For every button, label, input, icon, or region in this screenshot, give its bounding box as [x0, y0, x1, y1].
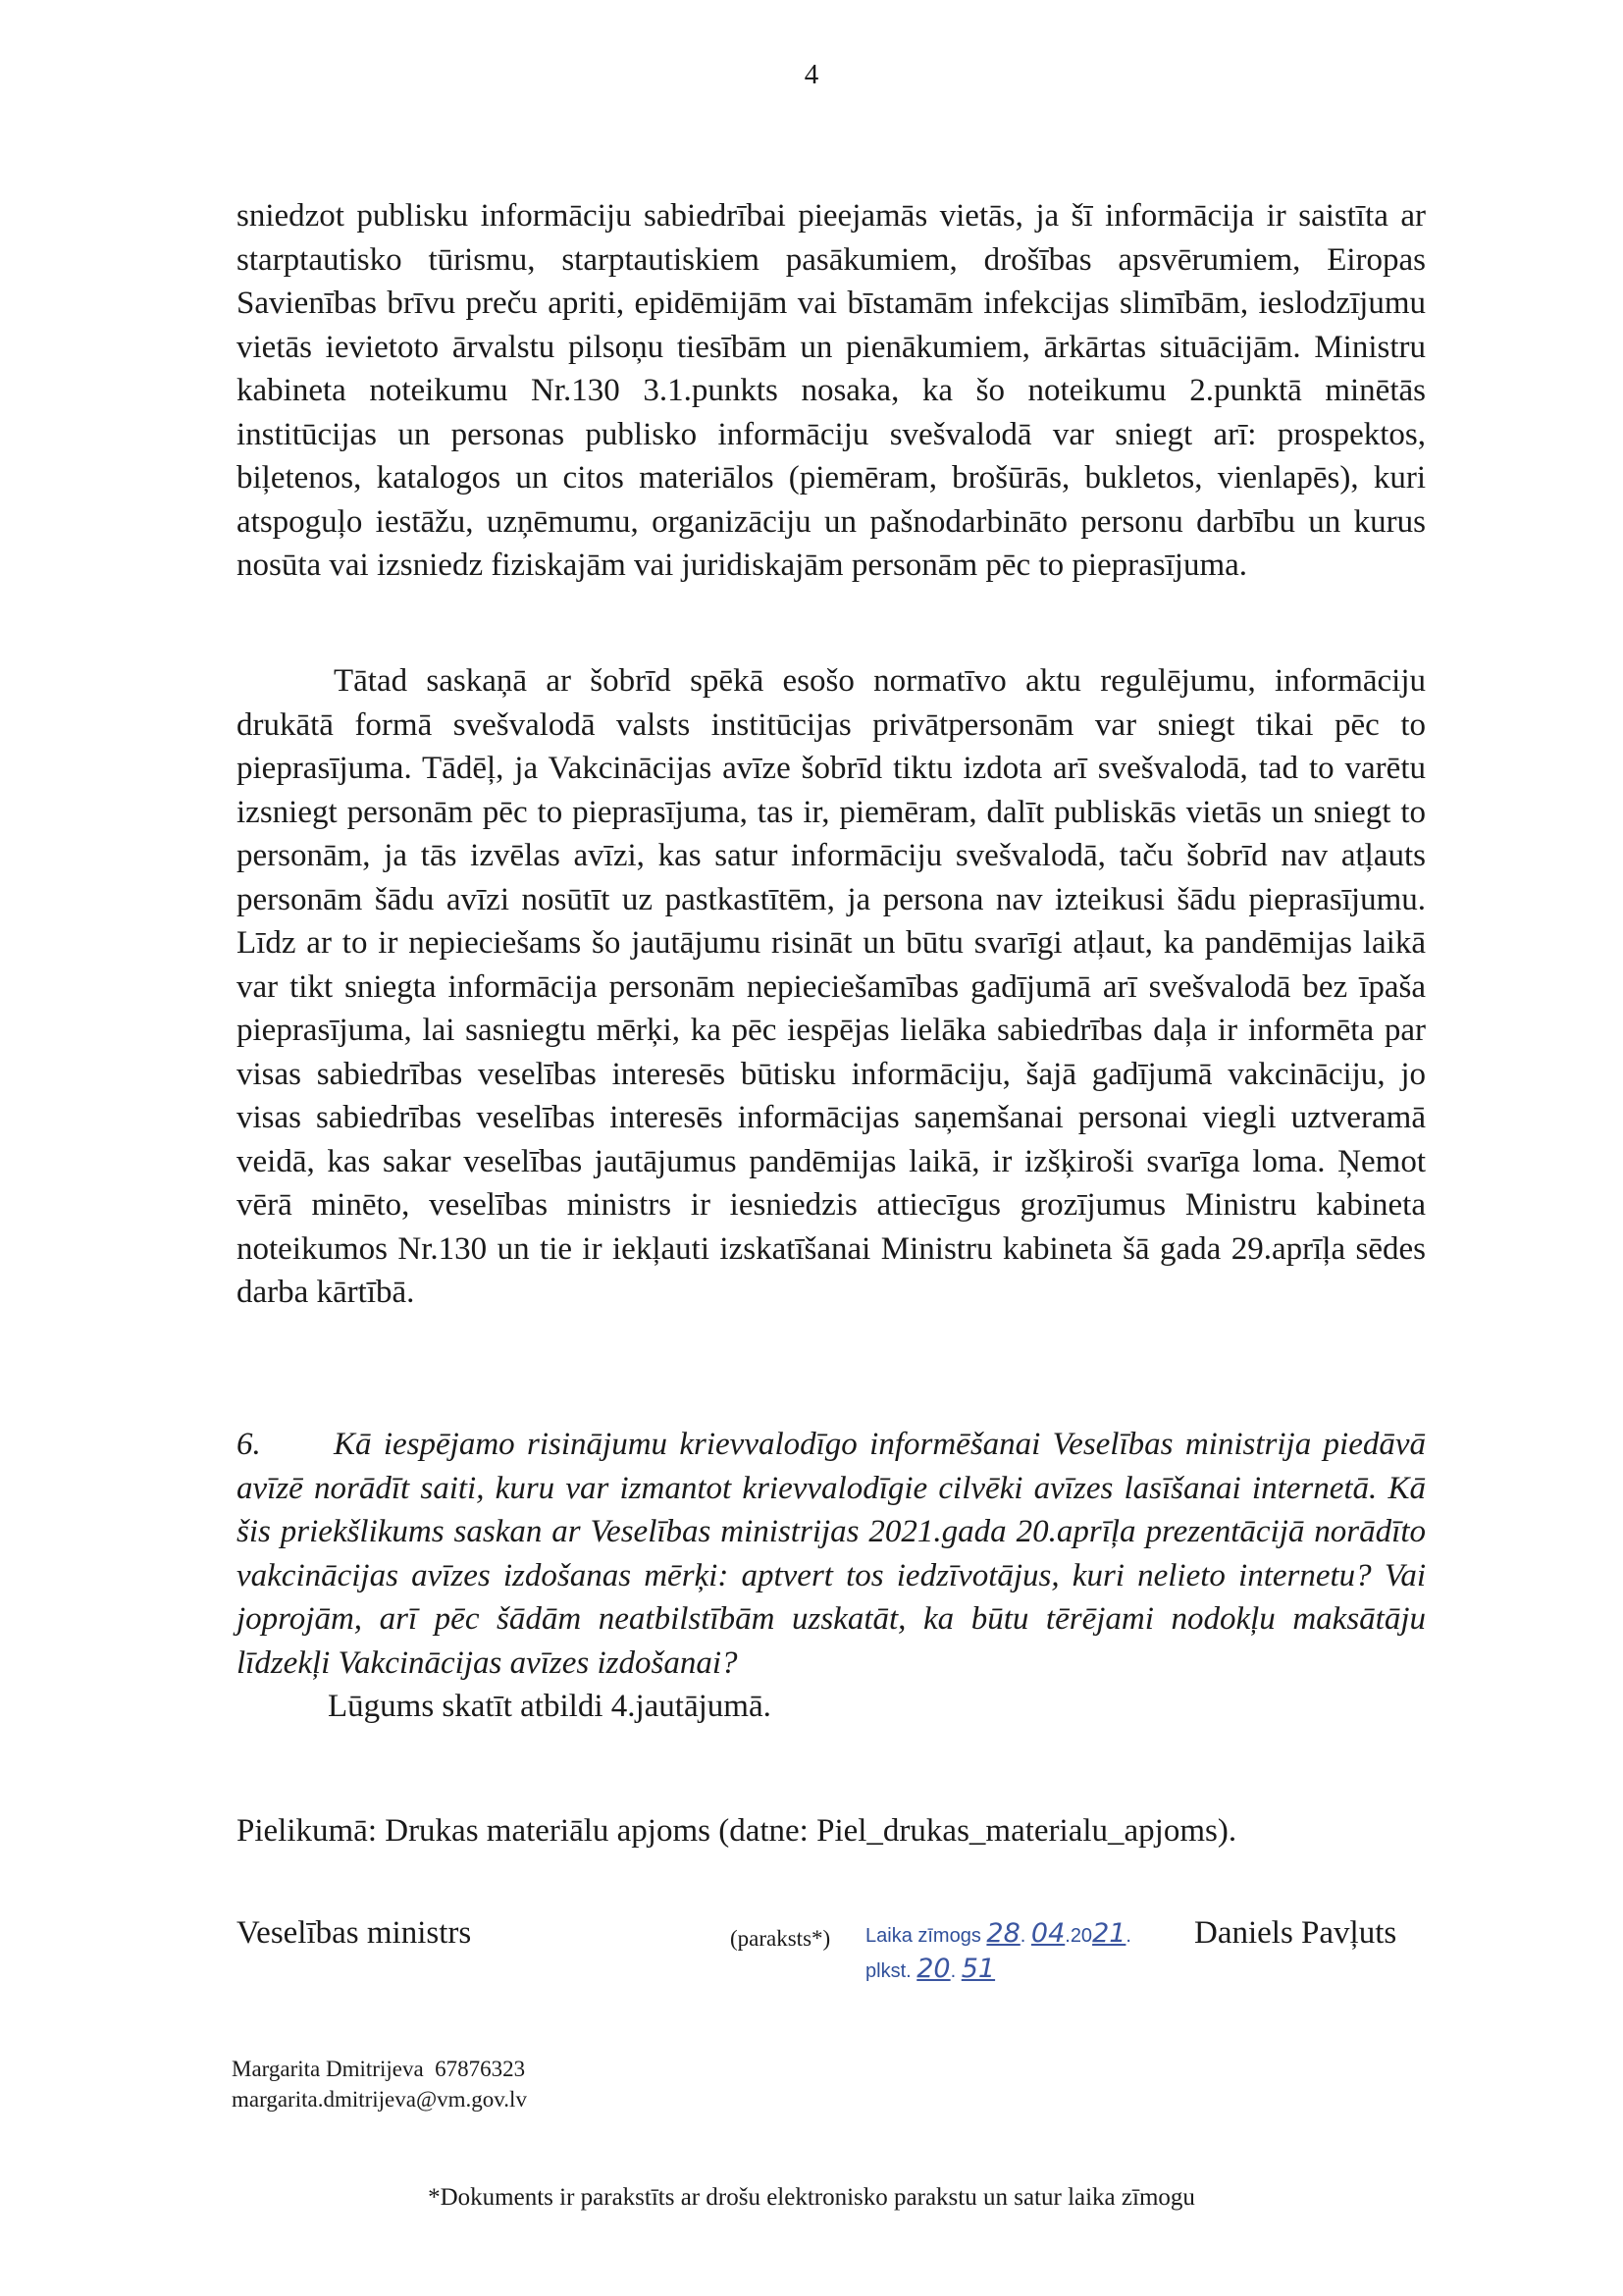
time-minute: 51 [961, 1954, 996, 1984]
contact-info [232, 2054, 527, 2114]
contact-email: margarita.dmitrijeva@vm.gov.lv [232, 2087, 527, 2112]
stamp-year-suffix: 21 [1092, 1918, 1126, 1949]
question-number: 6. [236, 1427, 261, 1462]
contact-name-phone: Margarita Dmitrijeva 67876323 [232, 2057, 526, 2081]
signatory-title: Veselības ministrs [236, 1915, 472, 1951]
question-6 [236, 1423, 1426, 1685]
question-6-block [236, 1423, 1426, 1729]
stamp-day: 28 [986, 1918, 1021, 1949]
time-hour: 20 [916, 1954, 951, 1984]
question-text: Kā iespējamo risinājumu krievvalodīgo informēšanai Veselības ministrija piedāvā avīzē norādīt saiti, kuru var izmantot krievvalodīgie cilvēki avīzes lasīšanai internetā. Kā šis priekšlikums saskan ar Veselības ministrijas 2021.gada 20.aprīļa prezentācijā norādīto vakcinācijas avīzes izdošanas mērķi: aptvert tos iedzīvotājus, kuri nelieto internetu? Vai joprojām, arī pēc šādām neatbilstībām uzskatāt, ka būtu tērējami nodokļu maksātāju līdzekļi Vakcinācijas avīzes izdošanai? [236, 1427, 1426, 1681]
attachment-note: Pielikumā: Drukas materiālu apjoms (datne: Piel_drukas_materialu_apjoms). [236, 1813, 1237, 1849]
paragraph-legal-basis: sniedzot publisku informāciju sabiedrībai pieejamās vietās, ja šī informācija ir saistīta ar starptautisko tūrismu, starptautiskiem pasākumiem, drošības apsvērumiem, Eiropas Savienības brīvu preču apriti, epidēmijām vai bīstamām infekcijas slimībām, ieslodzījumu vietās ievietoto ārvalstu pilsoņu tiesībām un pienākumiem, ārkārtas situācijām. Ministru kabineta noteikumu Nr.130 3.1.punkts nosaka, ka šo noteikumu 2.punktā minētās institūcijas un personas publisko informāciju svešvalodā var sniegt arī: prospektos, biļetenos, katalogos un citos materiālos (piemēram, brošūrās, bukletos, vienlapēs), kuri atspoguļo iestāžu, uzņēmumu, organizāciju un pašnodarbināto personu darbību un kurus nosūta vai izsniedz fiziskajām vai juridiskajām personām pēc to pieprasījuma. [236, 198, 1426, 583]
signature-footnote: *Dokuments ir parakstīts ar drošu elektronisko parakstu un satur laika zīmogu [428, 2184, 1195, 2211]
timestamp-stamp: Laika zīmogs 28. 04.2021. plkst. 20. 51 [865, 1918, 1131, 1984]
stamp-label: Laika zīmogs [865, 1925, 981, 1947]
signature-label: (paraksts*) [730, 1926, 831, 1951]
page-number: 4 [804, 59, 819, 90]
question-6-answer: Lūgums skatīt atbildi 4.jautājumā. [328, 1689, 771, 1724]
paragraph-conclusion: Tātad saskaņā ar šobrīd spēkā esošo normatīvo aktu regulējumu, informāciju drukātā formā svešvalodā valsts institūcijas privātpersonām var sniegt tikai pēc to pieprasījuma. Tādēļ, ja Vakcinācijas avīze šobrīd tiktu izdota arī svešvalodā, tad to varētu izsniegt personām pēc to pieprasījuma, tas ir, piemēram, dalīt publiskās vietās un sniegt to personām, ja tās izvēlas avīzi, kas satur informāciju svešvalodā, taču šobrīd nav atļauts personām šādu avīzi nosūtīt uz pastkastītēm, ja persona nav izteikusi šādu pieprasījumu. Līdz ar to ir nepieciešams šo jautājumu risināt un būtu svarīgi atļaut, ka pandēmijas laikā var tikt sniegta informācija personām nepieciešamības gadījumā arī svešvalodā bez īpaša pieprasījuma, lai sasniegtu mērķi, ka pēc iespējas lielāka sabiedrības daļa ir informēta par visas sabiedrības veselības interesēs būtisku informāciju, šajā gadījumā vakcināciju, jo visas sabiedrības veselības interesēs informācijas saņemšanai personai viegli uztveramā veidā, kas sakar veselības jautājumus pandēmijas laikā, ir izšķiroši svarīga loma. Ņemot vērā minēto, veselības ministrs ir iesniedzis attiecīgus grozījumus Ministru kabineta noteikumos Nr.130 un tie ir iekļauti izskatīšanai Ministru kabineta šā gada 29.aprīļa sēdes darba kārtībā. [236, 663, 1426, 1310]
stamp-year-prefix: 20 [1070, 1925, 1093, 1947]
signatory-name: Daniels Pavļuts [1194, 1915, 1397, 1951]
time-label: plkst. [865, 1960, 912, 1982]
stamp-month: 04 [1030, 1918, 1066, 1949]
